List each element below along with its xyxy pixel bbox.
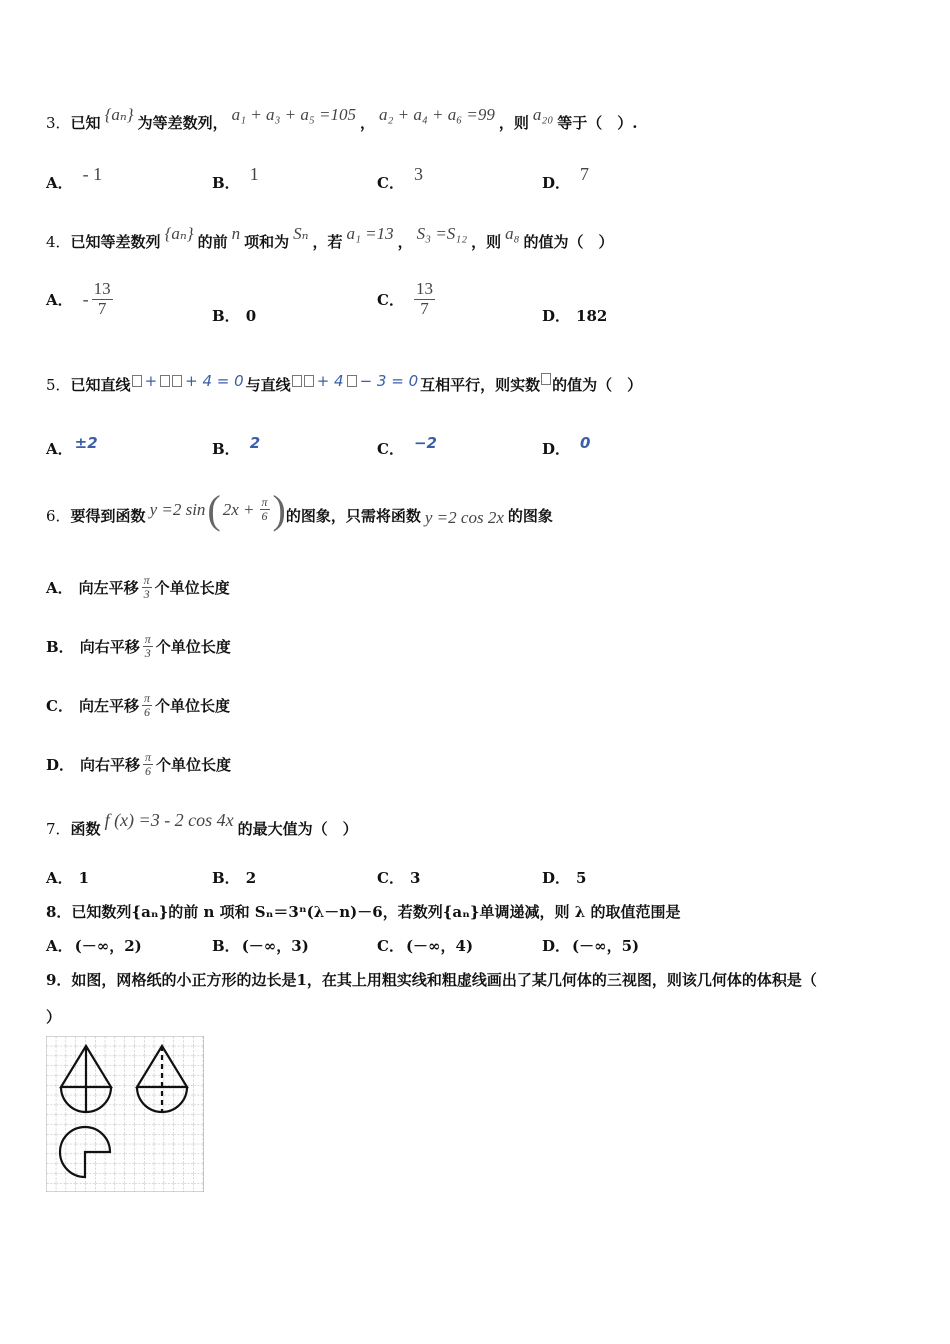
option-label: B．: [212, 869, 240, 887]
fraction-numerator: π: [143, 573, 150, 587]
q5-text-4: 的值为（ ）: [552, 376, 643, 394]
option-value: 3: [413, 164, 423, 184]
option-fraction: [142, 692, 152, 719]
option-fraction: [92, 280, 113, 318]
q3-text-5: 等于（ ）.: [557, 114, 638, 132]
q5-option-c[interactable]: [377, 433, 439, 459]
q4-math-5: S₃ =S₁₂: [416, 223, 468, 243]
q4-text-6: ，则: [471, 233, 502, 251]
option-label: A．: [46, 937, 73, 955]
q7-option-c[interactable]: [377, 867, 420, 888]
q4-math-2: n: [231, 223, 241, 243]
q5-text-3: 互相平行，则实数: [420, 376, 541, 394]
q5-line-1-eq: [131, 372, 246, 390]
q3-text-4: ，则: [498, 114, 529, 132]
q3-option-a[interactable]: [46, 164, 103, 193]
three-view-figure: [46, 1036, 204, 1192]
option-label: C．: [377, 440, 404, 458]
option-label: D．: [542, 174, 571, 192]
fraction-numerator: π: [143, 691, 150, 705]
option-text: 个单位长度: [154, 579, 230, 598]
q6-math-2: y =2 cos 2x: [424, 507, 504, 527]
q4-text-2: 的前: [197, 233, 228, 251]
option-value: (－∞，3): [241, 937, 309, 955]
q5-option-a[interactable]: [46, 433, 100, 459]
q8-option-a[interactable]: [46, 935, 142, 956]
q3-number: 3．: [46, 114, 71, 132]
q4-text-3: 项和为: [244, 233, 290, 251]
missing-glyph-icon: [132, 375, 142, 387]
q3-math-3: a₂ + a₄ + a₆ =99: [379, 104, 495, 124]
option-value: 7: [580, 164, 590, 184]
fraction-denominator: 6: [261, 509, 268, 523]
q7-option-b[interactable]: [212, 867, 256, 888]
option-label: C．: [46, 697, 73, 716]
q3-option-d[interactable]: [542, 164, 590, 193]
grid-paper: [46, 1036, 204, 1192]
option-value: −2: [413, 433, 437, 452]
q4-math-4: a₁ =13: [346, 223, 394, 243]
q8-option-c[interactable]: [377, 935, 473, 956]
q4-text-7: 的值为（ ）: [523, 233, 614, 251]
option-value: 2: [249, 433, 261, 452]
q4-text-4: ，若: [312, 233, 343, 251]
q3-stem: [46, 104, 638, 133]
option-value: 0: [245, 306, 257, 325]
q5-line-2-eq: [291, 372, 420, 390]
q5-number: 5．: [46, 376, 71, 394]
option-label: D．: [46, 756, 75, 775]
q9-stem-line-1: 9．如图，网格纸的小正方形的边长是1，在其上用粗实线和粗虚线画出了某几何体的三视图，则该几何体的体积是（: [46, 971, 817, 989]
option-label: A．: [46, 440, 73, 458]
option-label: C．: [377, 869, 404, 887]
missing-glyph-icon: [304, 375, 314, 387]
option-value: ±2: [74, 433, 98, 452]
q6-number: 6．: [46, 507, 71, 525]
q8-option-d[interactable]: [542, 935, 639, 956]
q4-text-5: ，: [397, 233, 413, 251]
option-label: C．: [377, 290, 404, 309]
option-text: 个单位长度: [156, 756, 232, 775]
option-text: 个单位长度: [155, 638, 231, 657]
option-value: (－∞，5): [572, 937, 640, 955]
option-value: 3: [409, 868, 421, 887]
fraction-numerator: π: [145, 750, 152, 764]
plus-sign: +: [144, 371, 158, 390]
q5-text-2: 与直线: [245, 376, 291, 394]
q3-math-2: a₁ + a₃ + a₅ =105: [231, 104, 356, 124]
q3-math-4: a₂₀: [532, 104, 554, 124]
option-value: 0: [580, 433, 591, 452]
option-value: (－∞，4): [405, 937, 474, 955]
q6-math-1b: 2x +: [222, 499, 255, 519]
option-text: 向右平移: [80, 756, 141, 775]
fraction-denominator: 3: [143, 587, 150, 602]
option-label: C．: [377, 937, 404, 955]
fraction-numerator: 13: [93, 279, 111, 298]
q4-option-c[interactable]: [377, 280, 438, 318]
q4-option-b[interactable]: [212, 305, 256, 326]
option-value: 182: [576, 306, 608, 325]
q7-number: 7．: [46, 820, 71, 838]
option-text: 向右平移: [79, 638, 140, 657]
option-value: (－∞，2): [74, 937, 142, 955]
q5-math-1: + 4 = 0: [185, 371, 244, 390]
fraction-denominator: 7: [97, 298, 107, 318]
option-label: D．: [542, 937, 571, 955]
q6-option-a[interactable]: [46, 574, 230, 601]
q3-option-c[interactable]: [377, 164, 423, 193]
option-label: D．: [542, 307, 571, 325]
q4-math-6: a₈: [505, 223, 520, 243]
option-label: B．: [212, 937, 240, 955]
option-value: - 1: [82, 164, 103, 184]
missing-glyph-icon: [160, 375, 170, 387]
option-value: 5: [576, 868, 587, 887]
fraction-denominator: 7: [420, 298, 429, 318]
q3-text-1: 已知: [70, 114, 101, 132]
q6-math-1a: y =2 sin: [149, 499, 206, 519]
option-label: A．: [46, 579, 73, 598]
q4-math-3: Sₙ: [293, 223, 309, 243]
q6-text-2: 的图象，只需将函数: [285, 507, 421, 525]
option-fraction: [143, 751, 153, 778]
q6-option-c[interactable]: [46, 692, 230, 719]
q7-stem: [46, 810, 358, 839]
fraction-denominator: 3: [144, 646, 151, 661]
option-value: 2: [245, 868, 257, 887]
q4-math-1: {aₙ}: [164, 223, 194, 243]
missing-glyph-icon: [292, 375, 302, 387]
q6-math-fraction: [260, 496, 270, 523]
q4-option-a[interactable]: [46, 280, 116, 318]
option-label: A．: [46, 174, 73, 192]
q7-option-a[interactable]: [46, 867, 89, 888]
q7-option-d[interactable]: [542, 867, 586, 888]
option-fraction: [414, 280, 435, 318]
fraction-numerator: π: [144, 632, 151, 646]
option-text: 向左平移: [78, 579, 139, 598]
option-text: 向左平移: [78, 697, 139, 716]
fraction-denominator: 6: [145, 764, 152, 779]
q3-text-3: ，: [359, 114, 375, 132]
fraction-denominator: 6: [143, 705, 150, 720]
q4-option-d[interactable]: [542, 305, 607, 326]
option-label: A．: [46, 869, 73, 887]
q4-stem: [46, 223, 614, 252]
q9-stem-line-2: ）: [46, 1008, 62, 1026]
q8-option-b[interactable]: [212, 935, 309, 956]
option-fraction: [142, 574, 152, 601]
q6-text-3: 的图象: [507, 507, 553, 525]
q3-text-2: 为等差数列，: [137, 114, 228, 132]
missing-glyph-icon: [172, 375, 182, 387]
q6-text-1: 要得到函数: [70, 507, 146, 525]
q4-number: 4．: [46, 233, 71, 251]
option-text: 个单位长度: [154, 697, 230, 716]
q7-text-1: 函数: [70, 820, 101, 838]
option-sign: -: [82, 288, 89, 309]
option-label: B．: [46, 638, 74, 657]
right-paren: ): [272, 487, 286, 532]
q6-option-d[interactable]: [46, 751, 231, 778]
q6-stem: [46, 487, 553, 539]
option-label: A．: [46, 290, 73, 309]
q7-text-2: 的最大值为（ ）: [237, 820, 358, 838]
missing-glyph-icon: [541, 373, 551, 385]
q5-math-2a: + 4: [316, 371, 344, 390]
q5-stem: [46, 371, 643, 395]
q4-text-1: 已知等差数列: [70, 233, 161, 251]
q3-option-b[interactable]: [212, 164, 259, 193]
q5-text-1: 已知直线: [70, 376, 131, 394]
left-paren: (: [207, 487, 221, 532]
q5-option-d[interactable]: [542, 433, 592, 459]
option-label: B．: [212, 307, 240, 325]
option-fraction: [143, 633, 153, 660]
missing-glyph-icon: [347, 375, 357, 387]
fraction-numerator: 13: [415, 279, 433, 298]
option-label: C．: [377, 174, 404, 192]
option-label: B．: [212, 174, 240, 192]
q5-math-2b: − 3 = 0: [359, 371, 419, 390]
q6-option-b[interactable]: [46, 633, 231, 660]
option-value: 1: [249, 164, 259, 184]
q8-stem: 8．已知数列{aₙ}的前 n 项和 Sₙ＝3ⁿ(λ－n)－6，若数列{aₙ}单调递减，则 λ 的取值范围是: [46, 903, 681, 921]
option-value: 1: [78, 868, 90, 887]
option-label: D．: [542, 440, 571, 458]
q3-math-1: {aₙ}: [104, 104, 134, 124]
option-label: D．: [542, 869, 571, 887]
q7-math-1: f (x) =3 - 2 cos 4x: [104, 810, 234, 830]
q6-math-1: [146, 486, 286, 533]
option-label: B．: [212, 440, 240, 458]
fraction-numerator: π: [261, 494, 268, 509]
q5-option-b[interactable]: [212, 433, 262, 459]
